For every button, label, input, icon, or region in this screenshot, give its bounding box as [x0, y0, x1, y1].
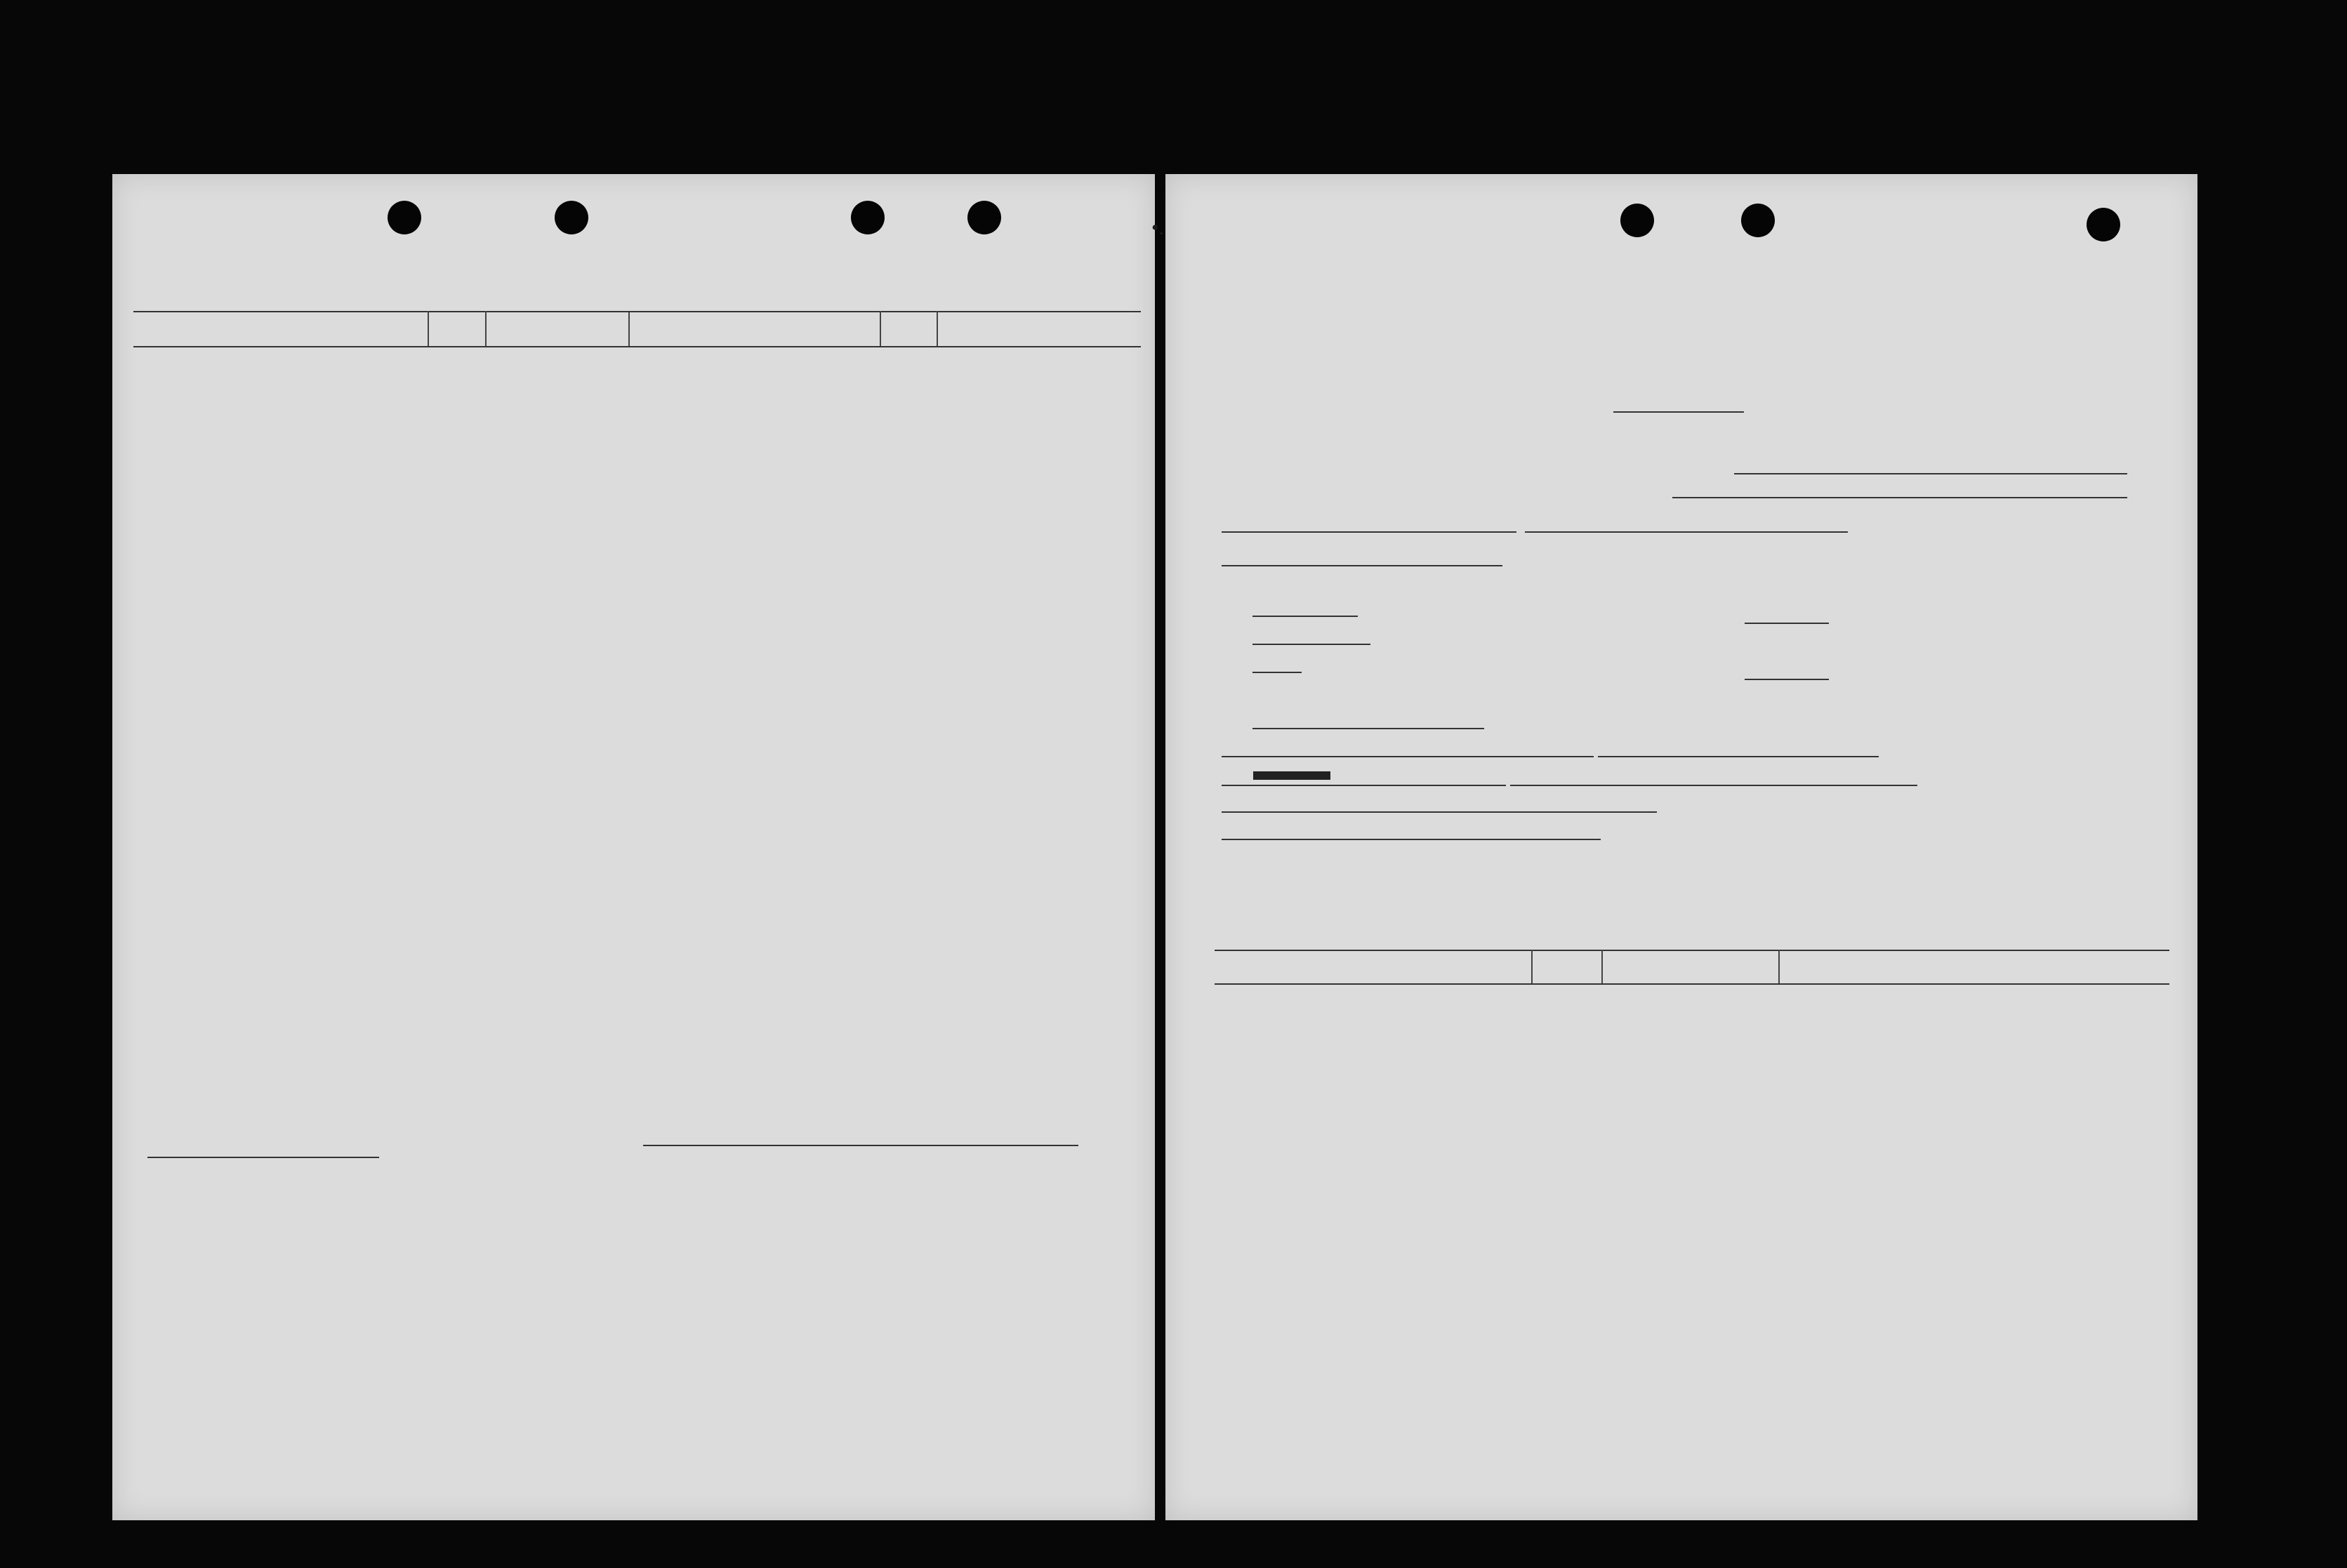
- clerk-line: [177, 1113, 378, 1120]
- nationality-field: [1222, 511, 1516, 533]
- crew-table-right: [628, 311, 1141, 347]
- discharged-field: [1252, 644, 1370, 645]
- col-name: [1215, 950, 1532, 984]
- col-nationality: [937, 312, 1141, 347]
- vessel-field: [1525, 511, 1848, 533]
- master-of-line: [1222, 511, 1848, 533]
- punch-hole: [388, 201, 421, 234]
- total-date-row: [1745, 658, 1829, 680]
- voyage-field: [1222, 818, 1601, 840]
- via-field: [1222, 792, 1657, 813]
- page-mark: •.: [1151, 216, 1165, 239]
- arrived-field: [1252, 707, 1484, 729]
- punch-hole: [851, 201, 885, 234]
- punch-hole: [555, 201, 588, 234]
- discharged-row: [1252, 630, 1370, 650]
- sail-redaction: [1253, 771, 1330, 780]
- col-age: [428, 312, 486, 347]
- col-age: [1532, 950, 1602, 984]
- title-rule: [1613, 411, 1744, 413]
- consignee-line: [1222, 736, 1879, 757]
- punch-hole: [1620, 204, 1654, 237]
- arrival-line: [1252, 707, 1484, 729]
- total-arrival-row: [1252, 602, 1358, 622]
- from-port-field: [1222, 545, 1502, 566]
- col-name: [629, 312, 880, 347]
- for-field: [1510, 765, 1917, 786]
- punch-hole: [1741, 204, 1775, 237]
- via-line: [1222, 792, 1657, 813]
- signed-on-field: [1252, 672, 1302, 673]
- from-port-line: [1222, 545, 1502, 566]
- right-page: [1151, 174, 2197, 1520]
- total-arrival-field: [1252, 616, 1358, 617]
- clerk-underline: [147, 1157, 379, 1158]
- deserting-table: [1215, 950, 2169, 985]
- col-when-where: [1779, 950, 2169, 984]
- pier-field: [1598, 736, 1879, 757]
- crew-table-left: [133, 311, 646, 347]
- consignee-field: [1222, 736, 1594, 757]
- deserted-row: [1745, 602, 1829, 624]
- signed-on-row: [1252, 658, 1302, 678]
- col-nationality: [486, 312, 646, 347]
- deserted-field: [1745, 602, 1829, 624]
- master-underline: [643, 1145, 1078, 1146]
- date-underline: [1672, 474, 2127, 498]
- punch-hole: [2087, 208, 2120, 241]
- col-age: [880, 312, 938, 347]
- col-name: [133, 312, 428, 347]
- punch-hole: [967, 201, 1001, 234]
- col-nationality: [1602, 950, 1779, 984]
- sail-field: [1222, 765, 1506, 786]
- port-underline: [1734, 452, 2127, 474]
- left-page: [112, 174, 1155, 1520]
- total-date-field: [1745, 658, 1829, 680]
- sail-line: [1222, 765, 1917, 786]
- voyage-line: [1222, 818, 1601, 840]
